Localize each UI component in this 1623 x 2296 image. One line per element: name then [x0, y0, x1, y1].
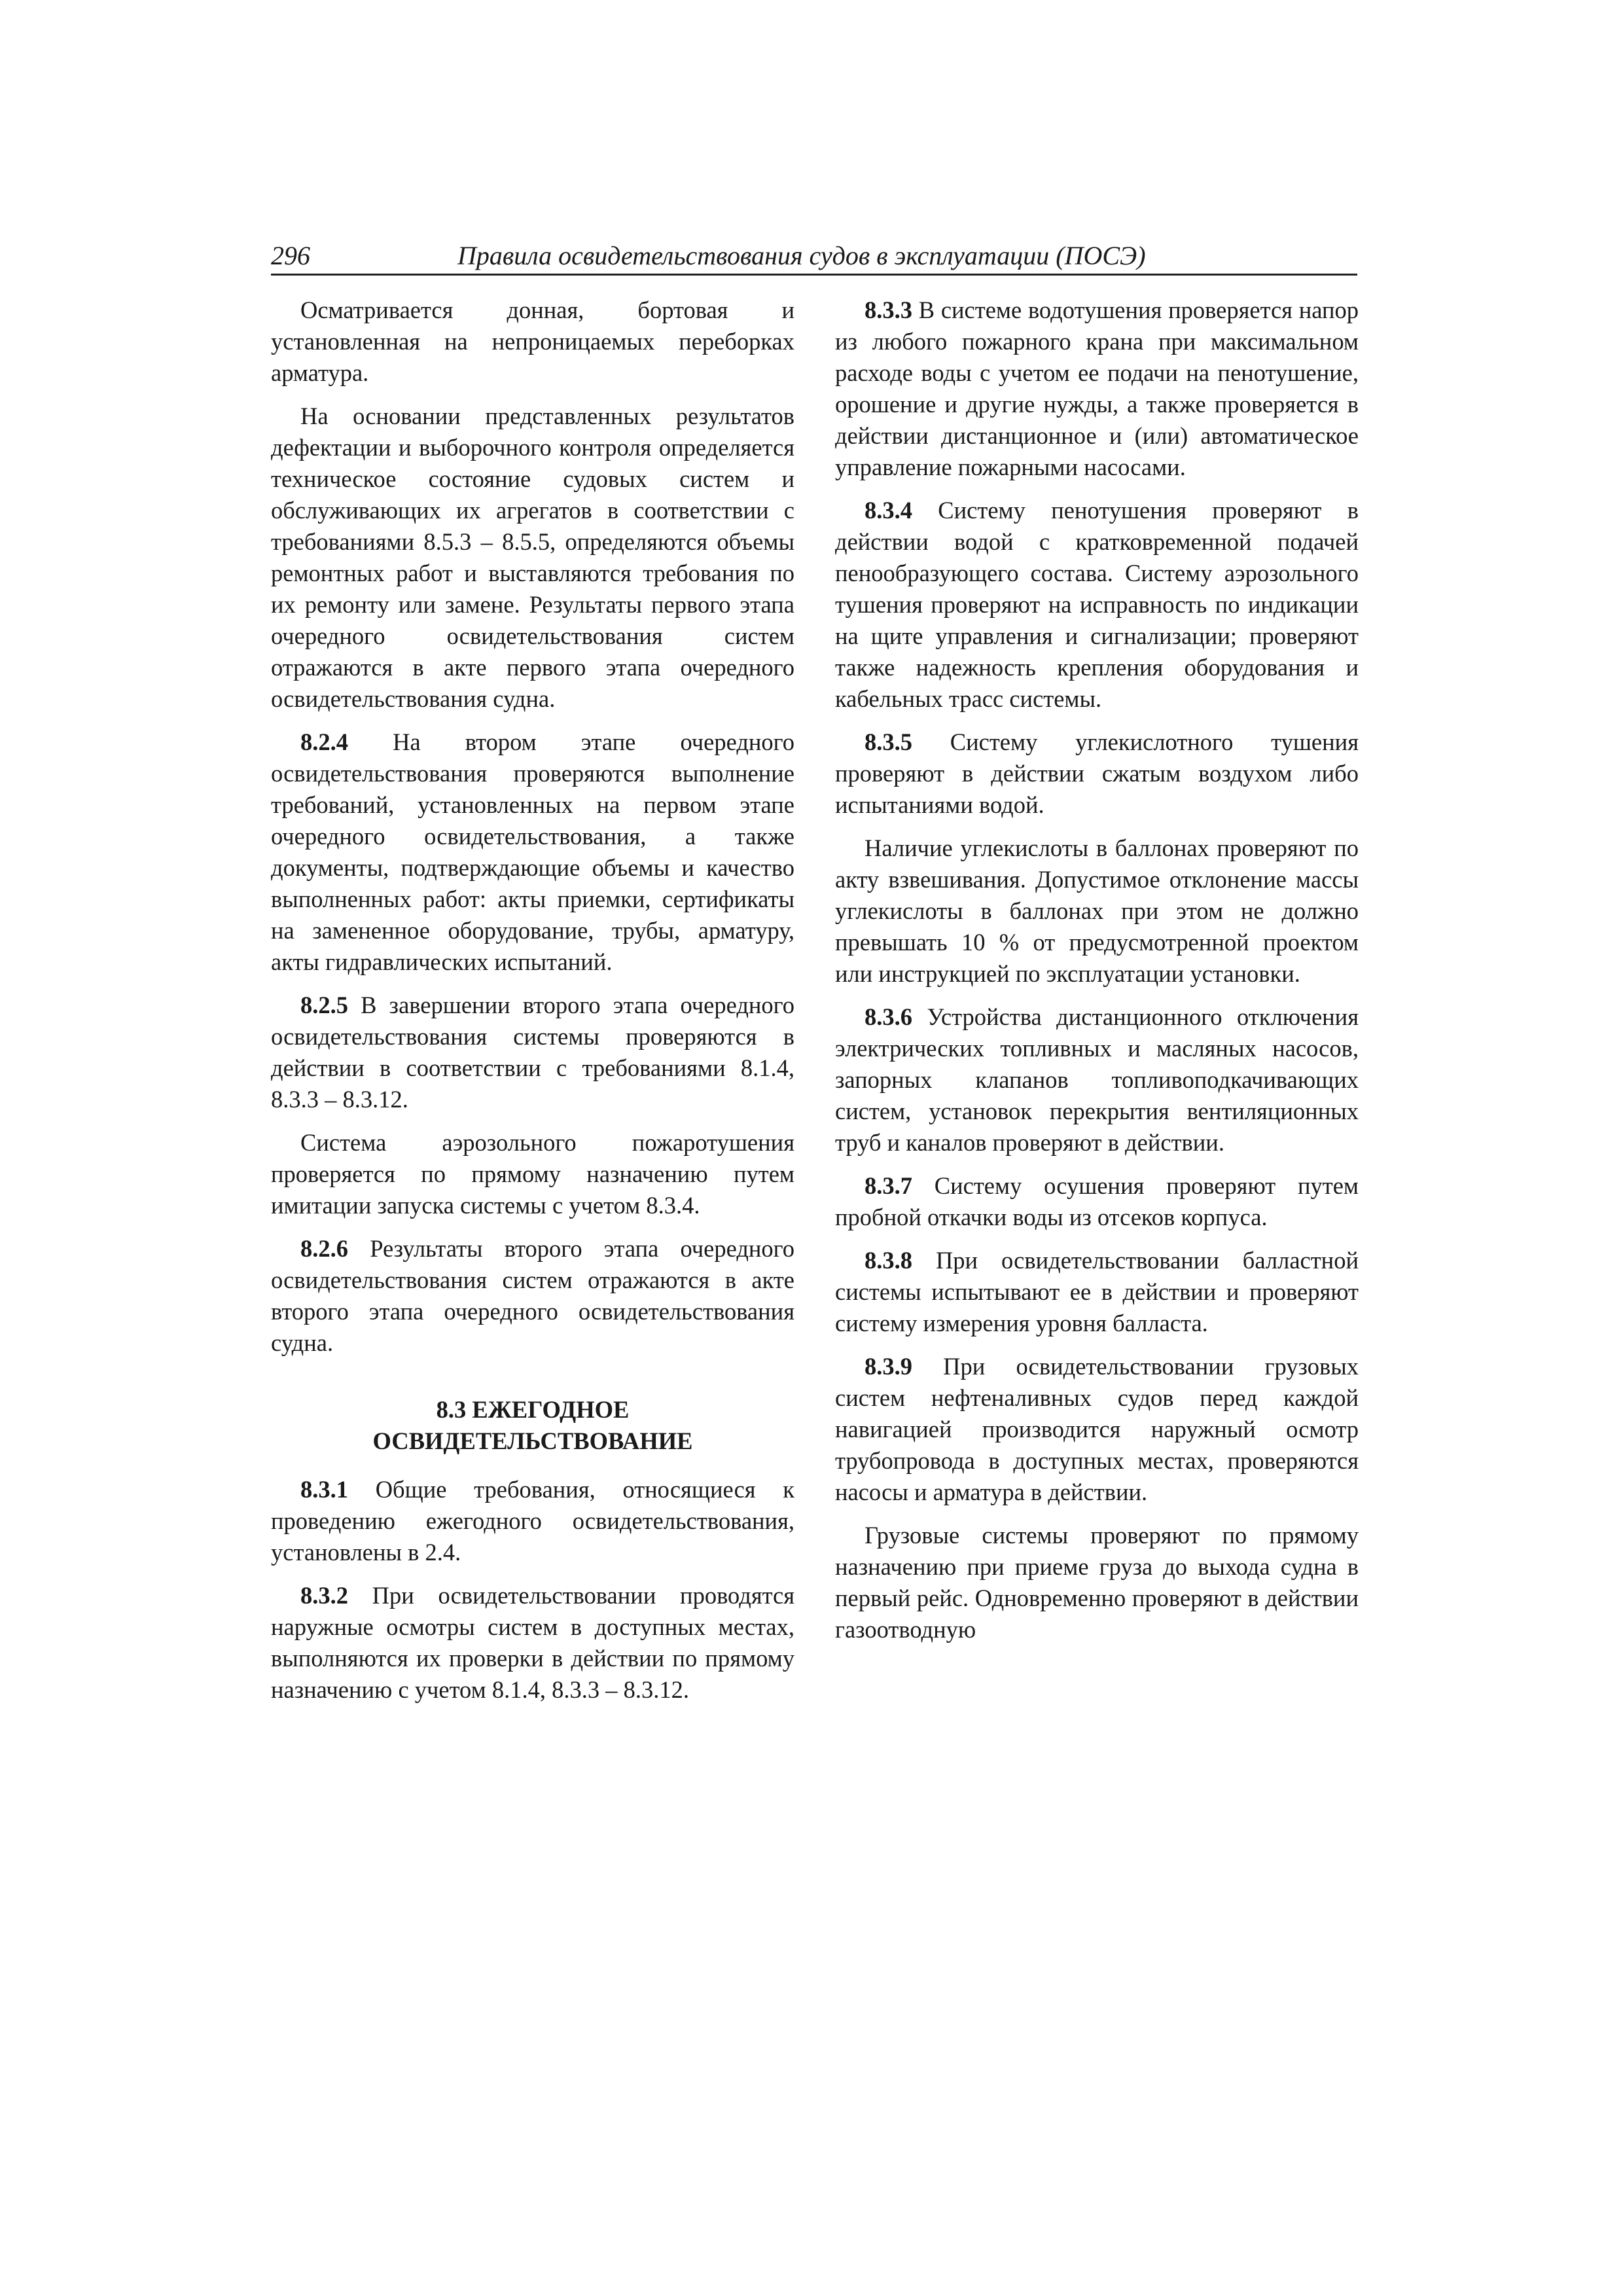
clause-8-2-6: [271, 1233, 794, 1359]
clause-number: 8.2.6: [300, 1235, 348, 1262]
clause-8-2-4: [271, 726, 794, 978]
page-header: [271, 240, 1357, 276]
right-column: [835, 295, 1359, 1657]
paragraph: Осматривается донная, бортовая и установленная на непроницаемых переборках арматура.: [271, 296, 794, 386]
clause-text: Систему пенотушения проверяют в действии водой с кратковременной подачей пенообразующего состава. Систему аэрозольного тушения проверяют на исправность по индикации на щите управления и сигнализации; проверяют также надежность крепления оборудования и кабельных трасс системы.: [835, 497, 1359, 712]
running-title: Правила освидетельствования судов в эксплуатации (ПОСЭ): [457, 241, 1146, 270]
clause-text: В системе водотушения проверяется напор из любого пожарного крана при максимальном расходе воды с учетом ее подачи на пенотушение, орошение и другие нужды, а также проверяется в действии дистанционное и (или) автоматическое управление пожарными насосами.: [835, 296, 1359, 480]
section-heading-line1: 8.3 ЕЖЕГОДНОЕ: [436, 1396, 630, 1423]
clause-number: 8.3.8: [865, 1247, 912, 1274]
clause-number: 8.3.6: [865, 1003, 912, 1030]
clause-8-3-5: [835, 726, 1359, 821]
paragraph: На основании представленных результатов дефектации и выборочного контроля определяется техническое состояние судовых систем и обслуживающих их агрегатов в соответствии с требованиями 8.5.3 – 8.5.5, определяются объемы ремонтных работ и выставляются требования по их ремонту или замене. Результаты первого этапа очередного освидетельствования систем отражаются в акте первого этапа очередного освидетельствования судна.: [271, 403, 794, 712]
clause-number: 8.3.3: [865, 296, 912, 323]
clause-8-3-4: [835, 495, 1359, 715]
left-column: [271, 295, 794, 1717]
clause-number: 8.3.4: [865, 497, 912, 524]
clause-8-3-1: [271, 1474, 794, 1568]
clause-text: Систему осушения проверяют путем пробной откачки воды из отсеков корпуса.: [835, 1172, 1359, 1230]
clause-number: 8.3.9: [865, 1353, 912, 1380]
clause-8-3-3: [835, 295, 1359, 483]
clause-text: В завершении второго этапа очередного освидетельствования системы проверяются в действии в соответствии с требованиями 8.1.4, 8.3.3 – 8.3.12.: [271, 992, 794, 1113]
clause-text: При освидетельствовании балластной системы испытывают ее в действии и проверяют систему измерения уровня балласта.: [835, 1247, 1359, 1336]
clause-number: 8.3.1: [300, 1476, 348, 1503]
clause-text: При освидетельствовании проводятся наружные осмотры систем в доступных местах, выполняются их проверки в действии по прямому назначению с учетом 8.1.4, 8.3.3 – 8.3.12.: [271, 1582, 794, 1703]
section-heading-line2: ОСВИДЕТЕЛЬСТВОВАНИЕ: [372, 1427, 693, 1454]
clause-number: 8.3.2: [300, 1582, 348, 1609]
paragraph: Система аэрозольного пожаротушения проверяется по прямому назначению путем имитации запуска системы с учетом 8.3.4.: [271, 1129, 794, 1219]
page-number: 296: [271, 241, 310, 270]
clause-text: Устройства дистанционного отключения электрических топливных и масляных насосов, запорных клапанов топливоподкачивающих систем, установок перекрытия вентиляционных труб и каналов проверяют в действии.: [835, 1003, 1359, 1156]
clause-8-3-8: [835, 1245, 1359, 1339]
section-heading: [271, 1394, 794, 1457]
clause-number: 8.3.7: [865, 1172, 912, 1199]
clause-text: Общие требования, относящиеся к проведению ежегодного освидетельствования, установлены в 2.4.: [271, 1476, 794, 1566]
clause-number: 8.3.5: [865, 728, 912, 755]
clause-8-3-7: [835, 1170, 1359, 1233]
clause-text: При освидетельствовании грузовых систем нефтеналивных судов перед каждой навигацией производится наружный осмотр трубопровода в доступных местах, проверяются насосы и арматура в действии.: [835, 1353, 1359, 1505]
paragraph: Грузовые системы проверяют по прямому назначению при приеме груза до выхода судна в первый рейс. Одновременно проверяют в действии газоотводную: [835, 1522, 1359, 1643]
clause-8-3-2: [271, 1580, 794, 1706]
clause-text: Систему углекислотного тушения проверяют в действии сжатым воздухом либо испытаниями водой.: [835, 728, 1359, 818]
clause-8-2-5: [271, 990, 794, 1115]
clause-number: 8.2.4: [300, 728, 348, 755]
clause-8-3-9: [835, 1351, 1359, 1508]
paragraph: Наличие углекислоты в баллонах проверяют по акту взвешивания. Допустимое отклонение массы углекислоты в баллонах при этом не должно превышать 10 % от предусмотренной проектом или инструкцией по эксплуатации установки.: [835, 834, 1359, 987]
clause-number: 8.2.5: [300, 992, 348, 1018]
clause-text: Результаты второго этапа очередного освидетельствования систем отражаются в акте второго этапа очередного освидетельствования судна.: [271, 1235, 794, 1356]
clause-text: На втором этапе очередного освидетельствования проверяются выполнение требований, установленных на первом этапе очередного освидетельствования, а также документы, подтверждающие объемы и качество выполненных работ: акты приемки, сертификаты на замененное оборудование, трубы, арматуру, акты гидравлических испытаний.: [271, 728, 794, 975]
clause-8-3-6: [835, 1001, 1359, 1158]
